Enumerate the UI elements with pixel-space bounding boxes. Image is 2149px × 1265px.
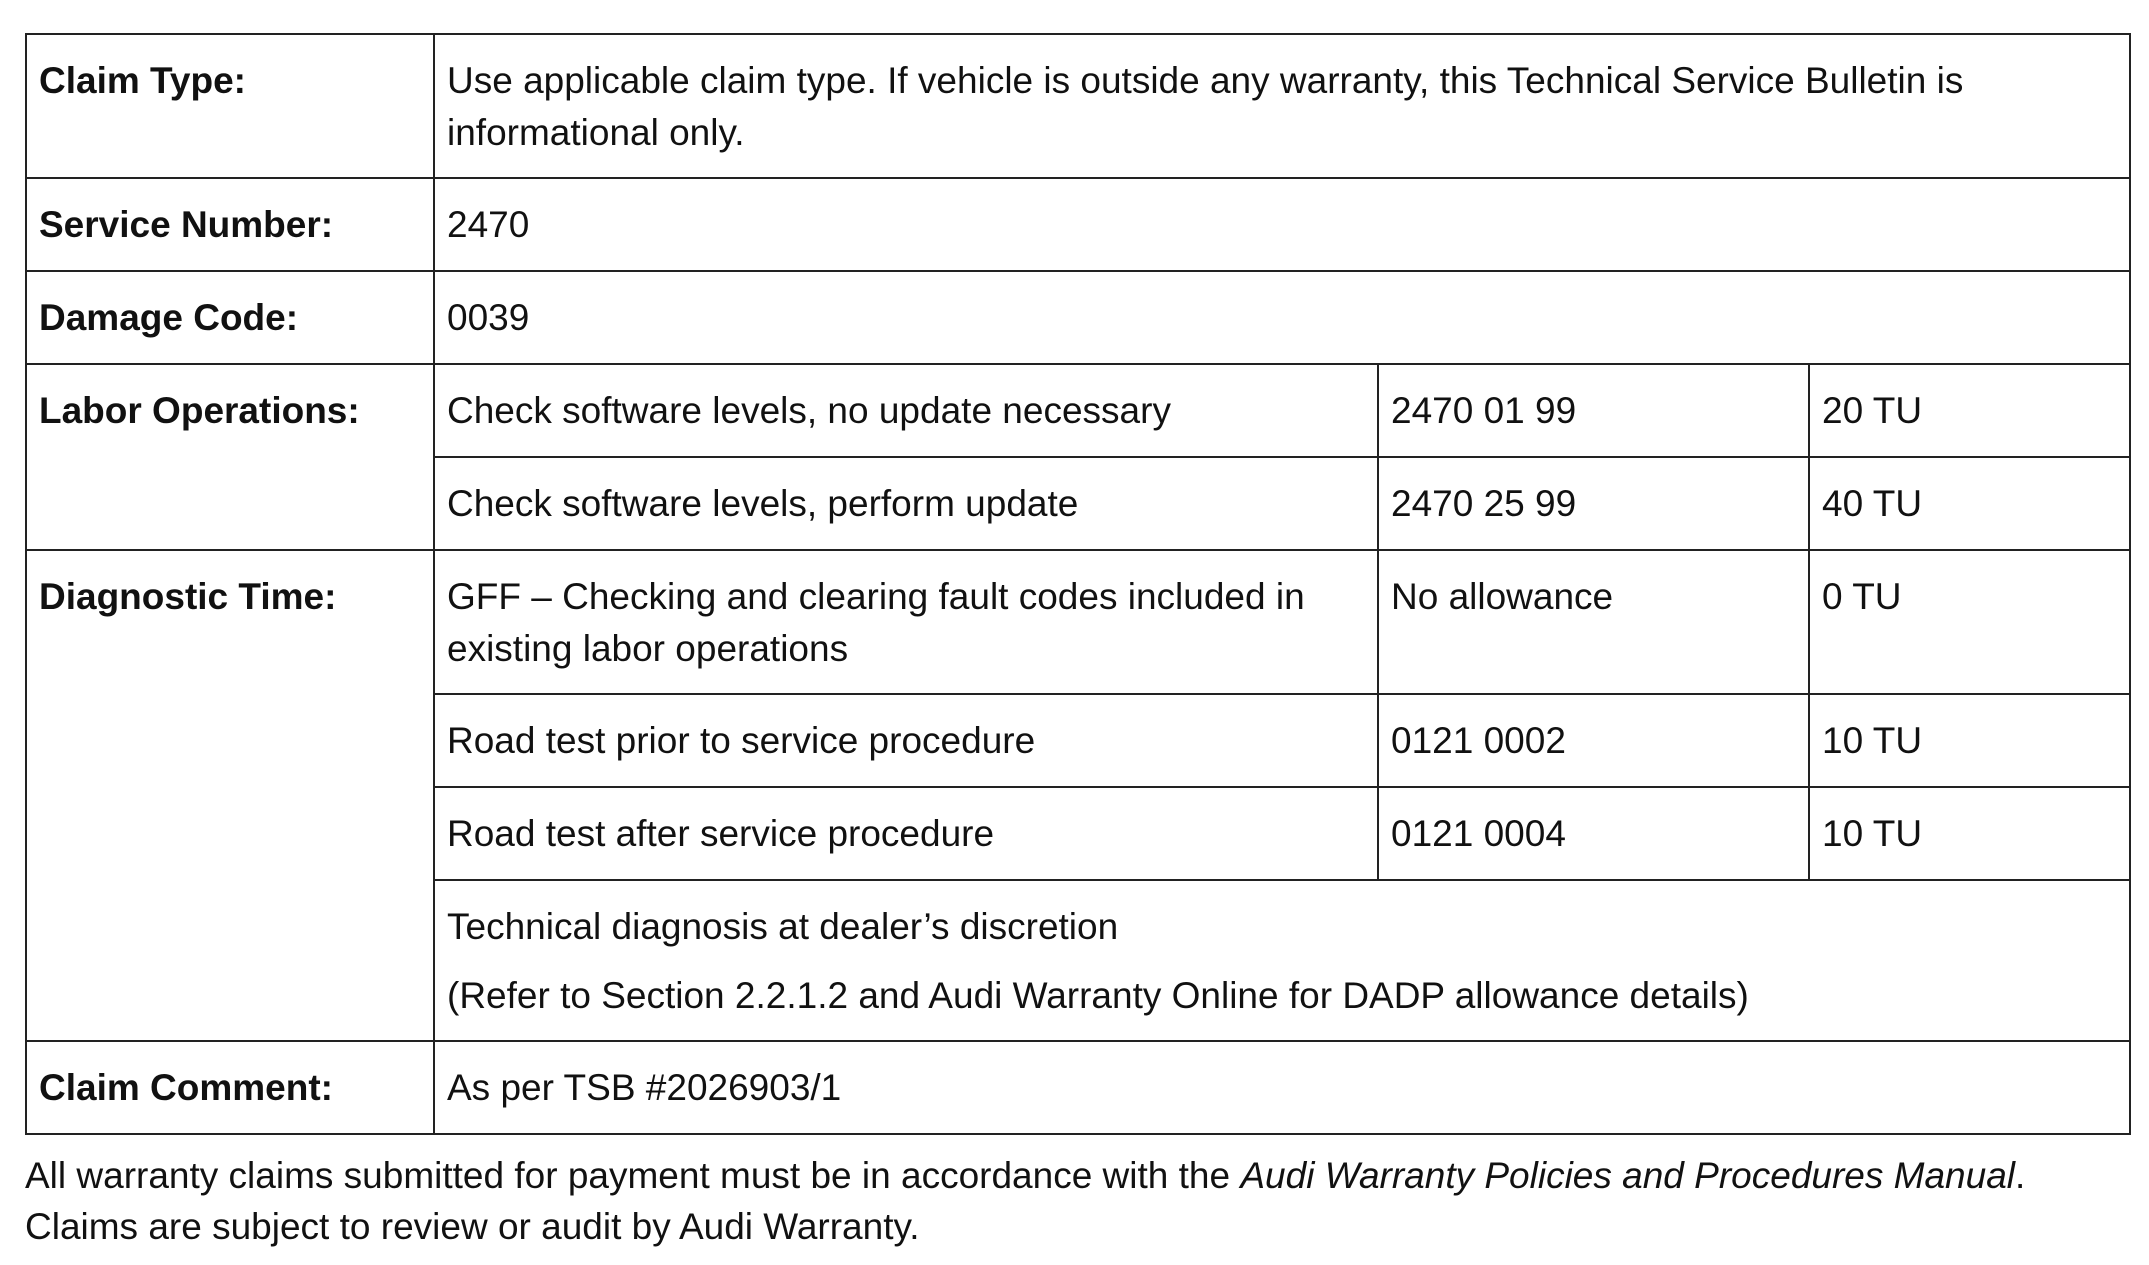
labor-operations-label: Labor Operations:: [26, 364, 434, 550]
diagnostic-time: 0 TU: [1809, 550, 2130, 694]
footer-text-2: . Claims are subject to review or audit by Audi Warranty.: [25, 1155, 2026, 1247]
claim-comment-row: [26, 1041, 2130, 1134]
labor-description: Check software levels, perform update: [434, 457, 1378, 550]
diagnostic-description: Road test prior to service procedure: [434, 694, 1378, 787]
service-number-value: 2470: [434, 178, 2130, 271]
damage-code-row: [26, 271, 2130, 364]
diagnostic-description: GFF – Checking and clearing fault codes included in existing labor operations: [434, 550, 1378, 694]
labor-code: 2470 01 99: [1378, 364, 1809, 457]
labor-time: 20 TU: [1809, 364, 2130, 457]
diagnostic-time-label: Diagnostic Time:: [26, 550, 434, 1041]
diagnostic-note-line2: (Refer to Section 2.2.1.2 and Audi Warranty Online for DADP allowance details): [447, 975, 1749, 1016]
service-number-row: [26, 178, 2130, 271]
diagnostic-description: Road test after service procedure: [434, 787, 1378, 880]
damage-code-value: 0039: [434, 271, 2130, 364]
service-number-label: Service Number:: [26, 178, 434, 271]
diagnostic-row: [26, 550, 2130, 694]
claim-comment-label: Claim Comment:: [26, 1041, 434, 1134]
damage-code-label: Damage Code:: [26, 271, 434, 364]
footer-note: [25, 1150, 2135, 1252]
labor-time: 40 TU: [1809, 457, 2130, 550]
diagnostic-code: No allowance: [1378, 550, 1809, 694]
diagnostic-code: 0121 0004: [1378, 787, 1809, 880]
diagnostic-time: 10 TU: [1809, 787, 2130, 880]
labor-operation-row: [26, 364, 2130, 457]
footer-text-1: All warranty claims submitted for payment must be in accordance with the: [25, 1155, 1241, 1196]
labor-code: 2470 25 99: [1378, 457, 1809, 550]
labor-description: Check software levels, no update necessary: [434, 364, 1378, 457]
warranty-table: [25, 33, 2131, 1135]
claim-comment-value: As per TSB #2026903/1: [434, 1041, 2130, 1134]
footer-manual-title: Audi Warranty Policies and Procedures Manual: [1240, 1155, 2016, 1196]
claim-type-row: [26, 34, 2130, 178]
claim-type-label: Claim Type:: [26, 34, 434, 178]
diagnostic-time: 10 TU: [1809, 694, 2130, 787]
diagnostic-code: 0121 0002: [1378, 694, 1809, 787]
diagnostic-note-line1: Technical diagnosis at dealer’s discretion: [447, 906, 1119, 947]
diagnostic-note: [434, 880, 2130, 1041]
claim-type-value: Use applicable claim type. If vehicle is outside any warranty, this Technical Service Bulletin is informational only.: [434, 34, 2130, 178]
